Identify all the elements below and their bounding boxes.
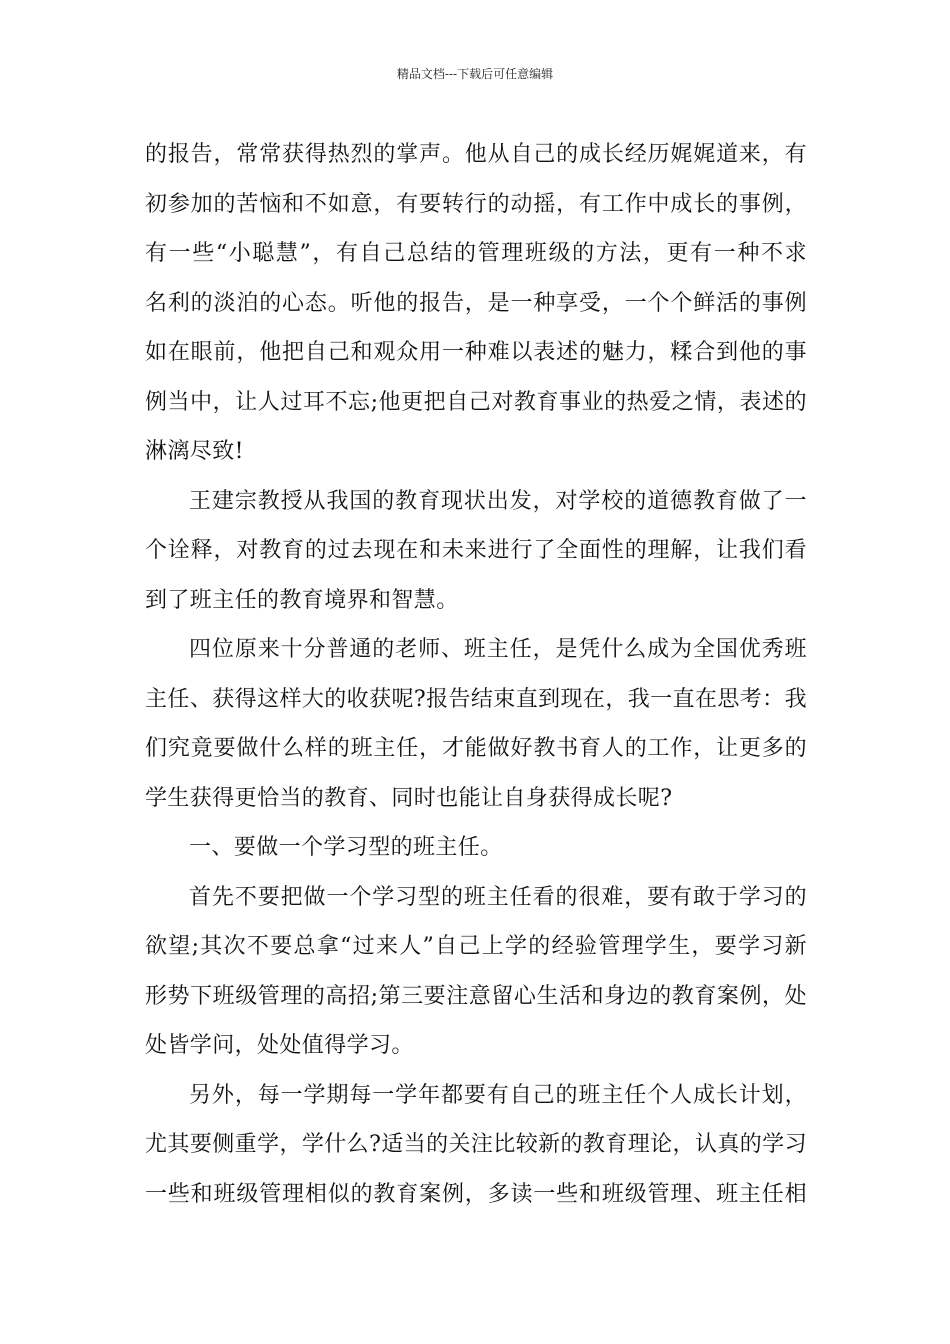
paragraph-line: 个诠释，对教育的过去现在和未来进行了全面性的理解，让我们看 bbox=[145, 538, 807, 563]
paragraph-line: 到了班主任的教育境界和智慧。 bbox=[145, 587, 459, 613]
paragraph-line: 淋漓尽致! bbox=[145, 439, 244, 464]
paragraph-line: 们究竟要做什么样的班主任，才能做好教书育人的工作，让更多的 bbox=[145, 736, 807, 761]
paragraph-line: 初参加的苦恼和不如意，有要转行的动摇，有工作中成长的事例， bbox=[145, 191, 807, 217]
paragraph-line: 如在眼前，他把自己和观众用一种难以表述的魅力，糅合到他的事 bbox=[145, 340, 807, 365]
paragraph-line: 尤其要侧重学，学什么?适当的关注比较新的教育理论，认真的学习 bbox=[145, 1132, 807, 1157]
paragraph-line: 的报告，常常获得热烈的掌声。他从自己的成长经历娓娓道来，有 bbox=[145, 142, 807, 167]
paragraph-line: 例当中，让人过耳不忘;他更把自己对教育事业的热爱之情，表述的 bbox=[145, 389, 807, 415]
paragraph-line: 另外，每一学期每一学年都要有自己的班主任个人成长计划， bbox=[189, 1082, 807, 1108]
paragraph-line: 首先不要把做一个学习型的班主任看的很难，要有敢于学习的 bbox=[189, 884, 807, 910]
paragraph-line: 处皆学问，处处值得学习。 bbox=[145, 1033, 414, 1058]
paragraph-line: 学生获得更恰当的教育、同时也能让自身获得成长呢? bbox=[145, 785, 673, 811]
paragraph-line: 形势下班级管理的高招;第三要注意留心生活和身边的教育案例，处 bbox=[145, 983, 807, 1009]
paragraph-line: 王建宗教授从我国的教育现状出发，对学校的道德教育做了一 bbox=[189, 488, 807, 514]
document-body bbox=[145, 130, 807, 1219]
page-header: 精品文档---下载后可任意编辑 bbox=[396, 67, 554, 81]
paragraph-line: 一些和班级管理相似的教育案例，多读一些和班级管理、班主任相 bbox=[145, 1181, 807, 1207]
section-heading: 一、要做一个学习型的班主任。 bbox=[189, 835, 503, 860]
paragraph-line: 名利的淡泊的心态。听他的报告，是一种享受，一个个鲜活的事例 bbox=[145, 290, 807, 316]
paragraph-line: 欲望;其次不要总拿“过来人”自己上学的经验管理学生，要学习新 bbox=[145, 934, 807, 959]
paragraph-line: 有一些“小聪慧”，有自己总结的管理班级的方法，更有一种不求 bbox=[145, 241, 807, 266]
paragraph-line: 主任、获得这样大的收获呢?报告结束直到现在，我一直在思考：我 bbox=[145, 686, 807, 712]
paragraph-line: 四位原来十分普通的老师、班主任，是凭什么成为全国优秀班 bbox=[189, 637, 807, 662]
